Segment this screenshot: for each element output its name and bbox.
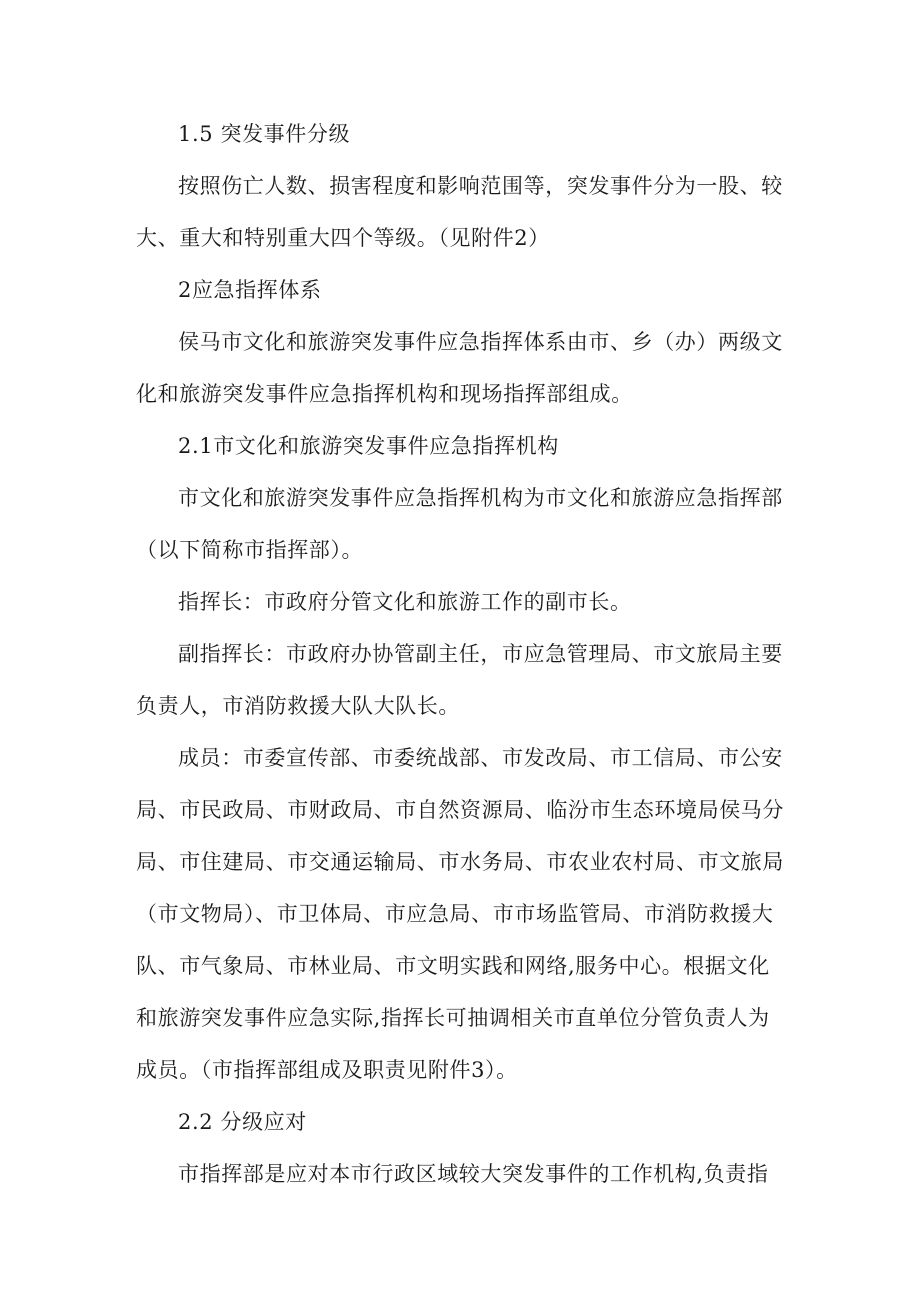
document-page [136, 108, 788, 1200]
paragraph-classification: 按照伤亡人数、损害程度和影响范围等，突发事件分为一股、较大、重大和特别重大四个等级。（见附件2） [136, 174, 783, 250]
paragraph-command-body: 市文化和旅游突发事件应急指挥机构为市文化和旅游应急指挥部（以下简称市指挥部）。 [136, 486, 783, 562]
section-heading-1-5: 1.5 突发事件分级 [178, 122, 351, 146]
paragraph-members: 成员：市委宣传部、市委统战部、市发改局、市工信局、市公安局、市民政局、市财政局、市自然资源局、临汾市生态环境局侯马分局、市住建局、市交通运输局、市水务局、市农业农村局、市文旅局（市文物局）、市卫体局、市应急局、市市场监管局、市消防救援大队、市气象局、市林业局、市文明实践和网络,服务中心。根据文化和旅游突发事件应急实际,指挥长可抽调相关市直单位分管负责人为成员。（市指挥部组成及职责见附件3）。 [136, 746, 784, 1082]
section-heading-2-2: 2.2 分级应对 [178, 1110, 307, 1134]
paragraph-deputy-commander: 副指挥长：市政府办协管副主任，市应急管理局、市文旅局主要负责人，市消防救援大队大队长。 [136, 642, 783, 718]
paragraph-commander: 指挥长：市政府分管文化和旅游工作的副市长。 [178, 590, 632, 614]
section-heading-2-1: 2.1市文化和旅游突发事件应急指挥机构 [178, 434, 559, 458]
section-heading-2: 2应急指挥体系 [178, 278, 322, 302]
paragraph-response: 市指挥部是应对本市行政区域较大突发事件的工作机构,负责指 [178, 1162, 769, 1186]
paragraph-system: 侯马市文化和旅游突发事件应急指挥体系由市、乡（办）两级文化和旅游突发事件应急指挥机构和现场指挥部组成。 [136, 330, 783, 406]
